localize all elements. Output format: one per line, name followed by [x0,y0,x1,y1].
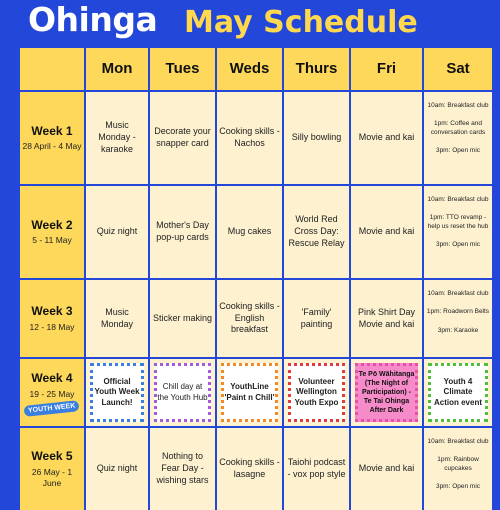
saturday-item: 3pm: Open mic [435,147,481,155]
saturday-item: 3pm: Karaoke [437,326,479,334]
week-label: Week 2 [31,217,73,232]
page-title: May Schedule [184,5,418,40]
day-header-tue: Tues [150,48,215,90]
activity-cell: Cooking skills - Nachos [217,92,282,184]
saturday-item: 3pm: Open mic [435,483,481,491]
activity-cell: Movie and kai [351,428,422,510]
activity-cell: Quiz night [86,186,148,278]
week-header [20,280,84,357]
activity-cell: Music Monday - karaoke [86,92,148,184]
event-label: Chill day at the Youth Hub [154,363,211,422]
week-dates: 12 - 18 May [29,321,75,332]
brand-logo: Ohinga [28,0,158,39]
week-dates: 28 April - 4 May [22,141,82,152]
day-header-fri: Fri [351,48,422,90]
week-dates: 26 May - 1 June [31,466,73,488]
activity-cell: World Red Cross Day: Rescue Relay [284,186,349,278]
event-cell [351,359,422,426]
activity-cell: Silly bowling [284,92,349,184]
event-label: Volunteer Wellington Youth Expo [288,363,345,422]
activity-cell: Music Monday [86,280,148,357]
day-header-sat: Sat [424,48,492,90]
saturday-item: 10am: Breakfast club [427,102,489,109]
saturday-item: 1pm: Coffee and conversation cards [430,120,486,136]
saturday-item: 10am: Breakfast club [427,196,489,203]
week-header [20,428,84,510]
event-cell [424,359,492,426]
activity-cell: Nothing to Fear Day - wishing stars [150,428,215,510]
event-cell [150,359,215,426]
schedule-table [20,48,490,500]
event-cell [217,359,282,426]
saturday-item: 1pm: Roadworn Belts [426,308,490,316]
activity-cell: Cooking skills - lasagne [217,428,282,510]
day-header-thu: Thurs [284,48,349,90]
saturday-item: 10am: Breakfast club [427,290,489,297]
saturday-cell [424,186,492,278]
week-header [20,92,84,184]
event-label: YouthLine 'Paint n Chill' [221,363,278,422]
week-dates: 19 - 25 May [29,388,75,399]
saturday-cell [424,428,492,510]
saturday-item: 10am: Breakfast club [427,438,489,445]
event-label: Official Youth Week Launch! [90,363,144,422]
activity-cell: 'Family' painting [284,280,349,357]
event-label: Youth 4 Climate Action event [428,363,488,422]
activity-cell: Movie and kai [351,92,422,184]
activity-cell: Pink Shirt Day Movie and kai [351,280,422,357]
week-label: Week 3 [31,304,73,319]
week-header [20,359,84,426]
day-header-mon: Mon [86,48,148,90]
activity-cell: Decorate your snapper card [150,92,215,184]
saturday-cell [424,280,492,357]
saturday-cell [424,92,492,184]
saturday-item: 3pm: Open mic [435,241,481,249]
week-label: Week 5 [31,449,73,464]
activity-cell: Movie and kai [351,186,422,278]
day-header-wed: Weds [217,48,282,90]
week-header [20,186,84,278]
activity-cell: Sticker making [150,280,215,357]
header [0,0,500,48]
activity-cell: Quiz night [86,428,148,510]
saturday-item: 1pm: Rainbow cupcakes [437,456,479,472]
activity-cell: Mug cakes [217,186,282,278]
saturday-item: 1pm: TTO revamp - help us reset the hub [427,214,489,230]
activity-cell: Mother's Day pop-up cards [150,186,215,278]
youth-week-logo: YOUTH WEEK [24,400,80,417]
event-cell [284,359,349,426]
event-label: Te Pō Wāhitanga (The Night of Participation) - Te Tai Ohinga After Dark [355,363,418,422]
week-dates: 5 - 11 May [32,235,72,246]
activity-cell: Taiohi podcast - vox pop style [284,428,349,510]
event-cell [86,359,148,426]
week-label: Week 4 [31,371,73,386]
activity-cell: Cooking skills - English breakfast [217,280,282,357]
week-label: Week 1 [31,123,73,138]
corner-cell [20,48,84,90]
